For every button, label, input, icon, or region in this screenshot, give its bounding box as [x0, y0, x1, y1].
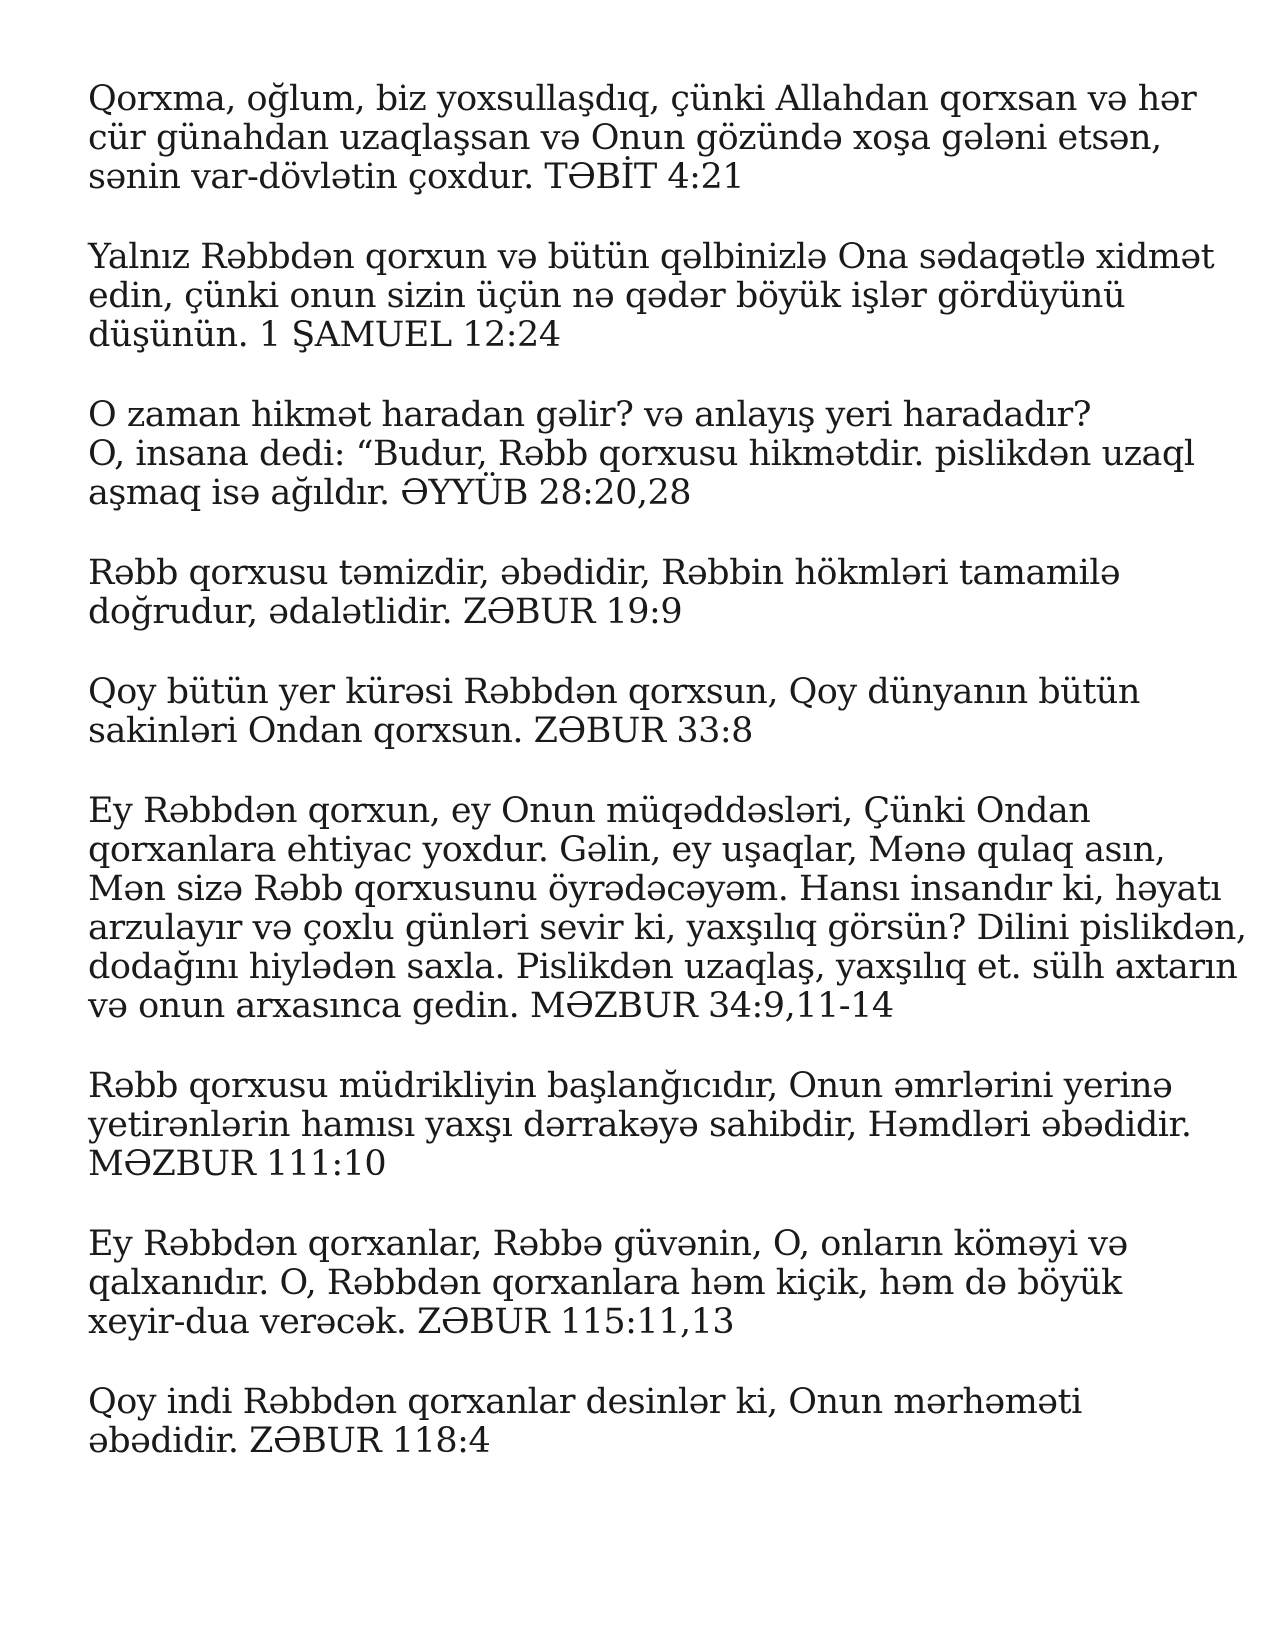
verse-line: edin, çünki onun sizin üçün nə qədər böyük işlər gördüyünü: [88, 276, 1126, 316]
verse-paragraph-5: [88, 673, 1198, 751]
verse-line: Mən sizə Rəbb qorxusunu öyrədəcəyəm. Hansı insandır ki, həyatı: [88, 869, 1222, 909]
verse-line: düşünün. 1 ŞAMUEL 12:24: [88, 315, 561, 355]
verse-line: Qoy bütün yer kürəsi Rəbbdən qorxsun, Qoy dünyanın bütün: [88, 672, 1140, 712]
verse-line: arzulayır və çoxlu günləri sevir ki, yaxşılıq görsün? Dilini pislikdən,: [88, 908, 1247, 948]
verse-paragraph-3: [88, 396, 1198, 513]
verse-paragraph-1: [88, 80, 1198, 197]
verse-paragraph-4: [88, 554, 1198, 632]
verse-line: sakinləri Ondan qorxsun. ZƏBUR 33:8: [88, 711, 753, 751]
verse-line: cür günahdan uzaqlaşsan və Onun gözündə xoşa gələni etsən,: [88, 118, 1162, 158]
verse-line: və onun arxasınca gedin. MƏZBUR 34:9,11-14: [88, 986, 894, 1026]
verse-line: Ey Rəbbdən qorxun, ey Onun müqəddəsləri, Çünki Ondan: [88, 791, 1091, 831]
verse-line: dodağını hiylədən saxla. Pislikdən uzaqlaş, yaxşılıq et. sülh axtarın: [88, 947, 1238, 987]
verse-line: Rəbb qorxusu müdrikliyin başlanğıcıdır, Onun əmrlərini yerinə: [88, 1066, 1173, 1106]
verse-line: Ey Rəbbdən qorxanlar, Rəbbə güvənin, O, onların köməyi və: [88, 1224, 1128, 1264]
verse-line: əbədidir. ZƏBUR 118:4: [88, 1421, 491, 1461]
verse-line: Qoy indi Rəbbdən qorxanlar desinlər ki, Onun mərhəməti: [88, 1382, 1082, 1422]
verse-line: Rəbb qorxusu təmizdir, əbədidir, Rəbbin hökmləri tamamilə: [88, 553, 1121, 593]
verse-line: sənin var-dövlətin çoxdur. TƏBİT 4:21: [88, 157, 745, 197]
verse-paragraph-8: [88, 1225, 1198, 1342]
verse-line: qalxanıdır. O, Rəbbdən qorxanlara həm kiçik, həm də böyük: [88, 1263, 1122, 1303]
verse-paragraph-2: [88, 237, 1215, 355]
verse-line: xeyir-dua verəcək. ZƏBUR 115:11,13: [88, 1302, 735, 1342]
verse-line: doğrudur, ədalətlidir. ZƏBUR 19:9: [88, 592, 683, 632]
verse-line: Qorxma, oğlum, biz yoxsullaşdıq, çünki Allahdan qorxsan və hər: [88, 79, 1197, 119]
verse-line: yetirənlərin hamısı yaxşı dərrakəyə sahibdir, Həmdləri əbədidir.: [88, 1105, 1192, 1145]
verse-line: qorxanlara ehtiyac yoxdur. Gəlin, ey uşaqlar, Mənə qulaq asın,: [88, 830, 1166, 870]
verse-line: Yalnız Rəbbdən qorxun və bütün qəlbinizlə Ona sədaqətlə xidmət: [88, 237, 1215, 277]
verse-paragraph-6: [88, 791, 1247, 1026]
verse-line: O, insana dedi: “Budur, Rəbb qorxusu hikmətdir. pislikdən uzaql: [88, 434, 1195, 474]
verse-paragraph-7: [88, 1067, 1198, 1184]
verse-paragraph-9: [88, 1383, 1198, 1461]
document-page: [88, 79, 1247, 1502]
verse-line: MƏZBUR 111:10: [88, 1144, 387, 1184]
verse-line: aşmaq isə ağıldır. ƏYYÜB 28:20,28: [88, 473, 692, 513]
verse-line: O zaman hikmət haradan gəlir? və anlayış yeri haradadır?: [88, 395, 1091, 435]
